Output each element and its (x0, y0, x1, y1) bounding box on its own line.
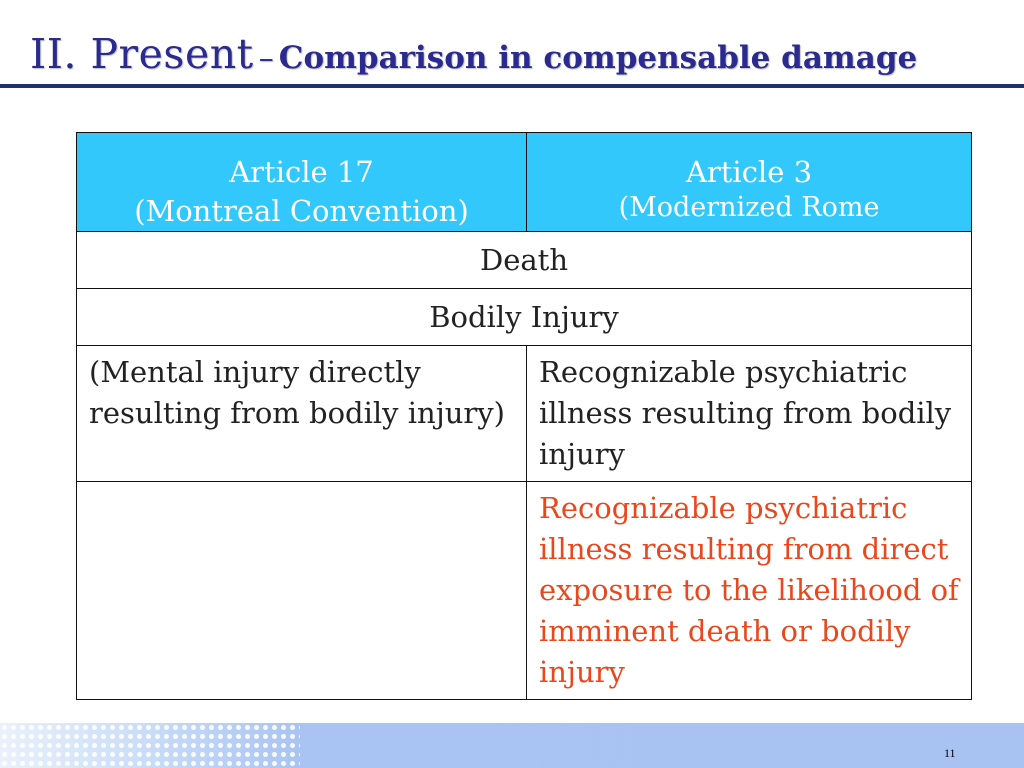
table-row (77, 232, 972, 289)
table-row (77, 289, 972, 346)
table-row (77, 482, 972, 700)
title-underline (0, 84, 1024, 88)
title-main: II. Present (30, 30, 254, 78)
footer-dot-pattern (0, 723, 300, 768)
table-header-row (77, 133, 972, 232)
cell-mental-injury: (Mental injury directly resulting from bodily injury) (77, 346, 527, 482)
header-rome-line1: Article 3 (685, 155, 813, 189)
comparison-table (76, 132, 972, 700)
header-montreal (77, 133, 527, 232)
header-rome (527, 133, 972, 232)
row-death: Death (77, 232, 972, 289)
header-montreal-line1: Article 17 (229, 155, 374, 189)
page-number: 11 (944, 746, 956, 760)
slide-title (30, 30, 917, 78)
cell-empty (77, 482, 527, 700)
title-dash: – (258, 41, 274, 76)
cell-psychiatric-illness: Recognizable psychiatric illness resulting from bodily injury (527, 346, 972, 482)
header-rome-line2: (Modernized Rome (618, 192, 880, 223)
header-montreal-line2: (Montreal Convention) (134, 194, 469, 228)
table-row (77, 346, 972, 482)
title-subtitle: Comparison in compensable damage (278, 40, 918, 76)
row-bodily-injury: Bodily Injury (77, 289, 972, 346)
cell-psychiatric-exposure: Recognizable psychiatric illness resulting from direct exposure to the likelihood of imminent death or bodily injury (527, 482, 972, 700)
footer-band (0, 723, 1024, 768)
